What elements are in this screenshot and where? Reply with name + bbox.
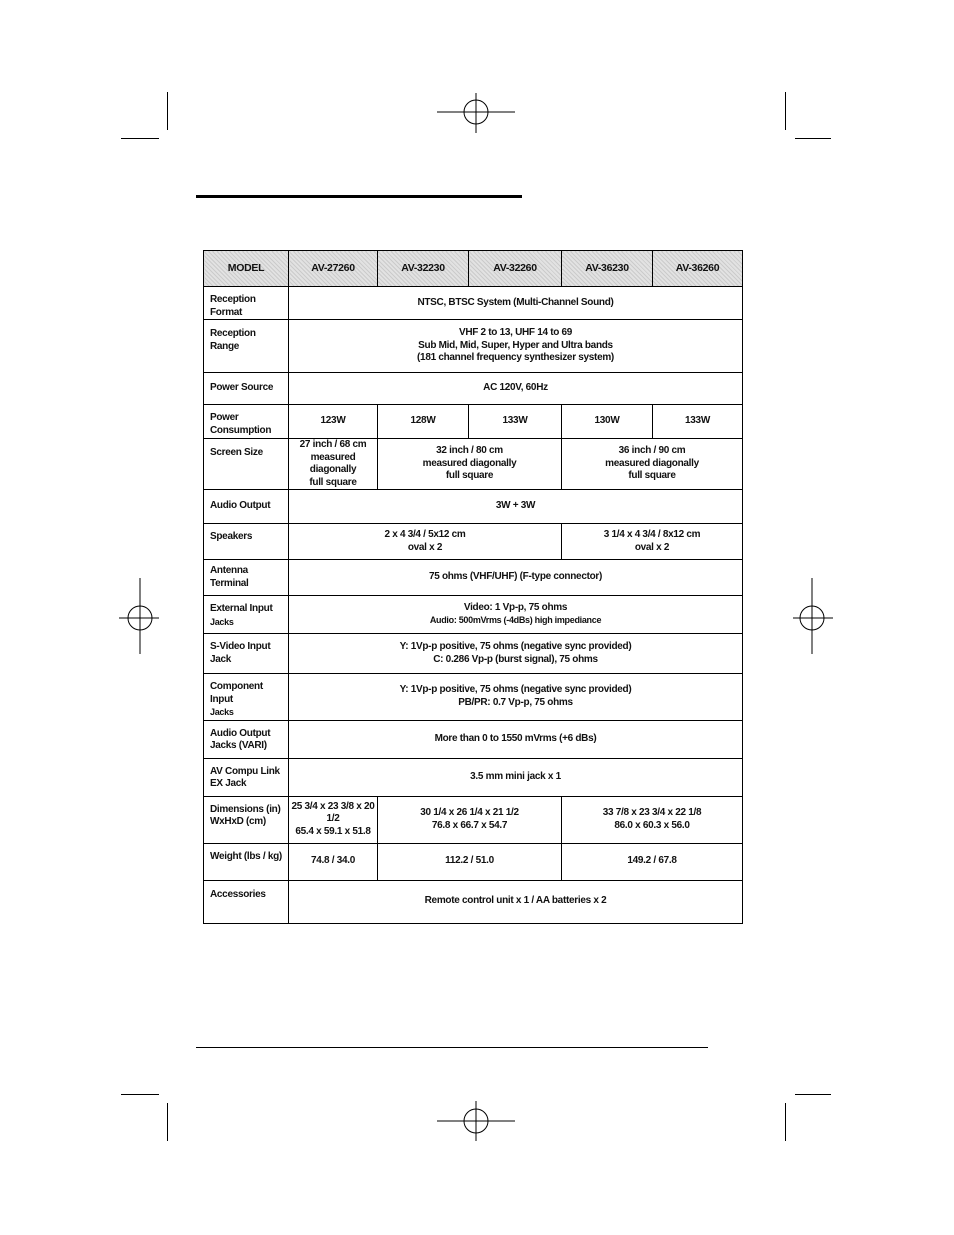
row-label: AV Compu Link EX Jack xyxy=(204,758,289,796)
spec-value: 75 ohms (VHF/UHF) (F-type connector) xyxy=(289,560,743,596)
table-row xyxy=(204,524,743,560)
spec-value: 33 7/8 x 23 3/4 x 22 1/8 86.0 x 60.3 x 56.0 xyxy=(562,796,743,843)
crop-mark xyxy=(121,1094,159,1095)
spec-value: Y: 1Vp-p positive, 75 ohms (negative sync provided) PB/PR: 0.7 Vp-p, 75 ohms xyxy=(289,674,743,721)
row-label: Screen Size xyxy=(204,439,289,490)
row-label-sub: Jacks xyxy=(210,616,234,627)
spec-value: 3 1/4 x 4 3/4 / 8x12 cm oval x 2 xyxy=(562,524,743,560)
header-cell: AV-32230 xyxy=(378,251,469,287)
header-cell: AV-32260 xyxy=(469,251,562,287)
spec-value: 2 x 4 3/4 / 5x12 cm oval x 2 xyxy=(289,524,562,560)
crop-mark xyxy=(795,1094,831,1095)
row-label: Power Consumption xyxy=(204,405,289,439)
table-row xyxy=(204,320,743,373)
registration-mark-icon xyxy=(793,578,833,654)
registration-mark-icon xyxy=(437,93,515,133)
spec-value: 112.2 / 51.0 xyxy=(378,843,562,880)
header-cell: AV-36230 xyxy=(562,251,653,287)
spec-value: Y: 1Vp-p positive, 75 ohms (negative sync provided) C: 0.286 Vp-p (burst signal), 75 ohms xyxy=(289,634,743,674)
table-row xyxy=(204,843,743,880)
spec-value: NTSC, BTSC System (Multi-Channel Sound) xyxy=(289,287,743,320)
footer-rule xyxy=(196,1047,708,1048)
table-row xyxy=(204,796,743,843)
spec-value: AC 120V, 60Hz xyxy=(289,373,743,405)
header-cell: AV-27260 xyxy=(289,251,378,287)
row-label: Speakers xyxy=(204,524,289,560)
table-row xyxy=(204,287,743,320)
row-label: Accessories xyxy=(204,880,289,923)
row-label: Component Input Jacks xyxy=(204,674,289,721)
spec-value: 133W xyxy=(469,405,562,439)
row-label: Audio Output xyxy=(204,490,289,524)
spec-value: 3.5 mm mini jack x 1 xyxy=(289,758,743,796)
spec-value: 133W xyxy=(653,405,743,439)
spec-value: 32 inch / 80 cm measured diagonally full square xyxy=(378,439,562,490)
table-row xyxy=(204,674,743,721)
table-row xyxy=(204,596,743,634)
crop-mark xyxy=(167,1103,168,1141)
table-header-row xyxy=(204,251,743,287)
table-row xyxy=(204,439,743,490)
spec-value: VHF 2 to 13, UHF 14 to 69 Sub Mid, Mid, Super, Hyper and Ultra bands (181 channel frequency synthesizer system) xyxy=(289,320,743,373)
crop-mark xyxy=(167,92,168,130)
row-label: Audio Output Jacks (VARI) xyxy=(204,720,289,758)
spec-value: Video: 1 Vp-p, 75 ohms Audio: 500mVrms (-4dBs) high impediance xyxy=(289,596,743,634)
row-label: Reception Format xyxy=(204,287,289,320)
crop-mark xyxy=(795,138,831,139)
spec-value: 149.2 / 67.8 xyxy=(562,843,743,880)
spec-value: 128W xyxy=(378,405,469,439)
row-label: Power Source xyxy=(204,373,289,405)
spec-value: 130W xyxy=(562,405,653,439)
spec-value: More than 0 to 1550 mVrms (+6 dBs) xyxy=(289,720,743,758)
spec-value: 74.8 / 34.0 xyxy=(289,843,378,880)
specifications-table xyxy=(203,250,743,924)
spec-value: 25 3/4 x 23 3/8 x 20 1/2 65.4 x 59.1 x 51.8 xyxy=(289,796,378,843)
spec-value: 123W xyxy=(289,405,378,439)
table-row xyxy=(204,758,743,796)
row-label: S-Video Input Jack xyxy=(204,634,289,674)
crop-mark xyxy=(785,1103,786,1141)
spec-value: 36 inch / 90 cm measured diagonally full square xyxy=(562,439,743,490)
spec-value: Remote control unit x 1 / AA batteries x 2 xyxy=(289,880,743,923)
spec-value: 27 inch / 68 cm measured diagonally full square xyxy=(289,439,378,490)
table-row xyxy=(204,634,743,674)
table-row xyxy=(204,720,743,758)
spec-value: 30 1/4 x 26 1/4 x 21 1/2 76.8 x 66.7 x 54.7 xyxy=(378,796,562,843)
header-rule xyxy=(196,195,522,198)
crop-mark xyxy=(121,138,159,139)
row-label: Reception Range xyxy=(204,320,289,373)
row-label-sub: Jacks xyxy=(210,707,234,717)
crop-mark xyxy=(785,92,786,130)
row-label: Weight (lbs / kg) xyxy=(204,843,289,880)
table-row xyxy=(204,880,743,923)
header-cell: AV-36260 xyxy=(653,251,743,287)
registration-mark-icon xyxy=(119,578,159,654)
table-row xyxy=(204,560,743,596)
table-row xyxy=(204,405,743,439)
row-label: Dimensions (in) WxHxD (cm) xyxy=(204,796,289,843)
table-row xyxy=(204,373,743,405)
table-row xyxy=(204,490,743,524)
registration-mark-icon xyxy=(437,1101,515,1141)
header-cell: MODEL xyxy=(204,251,289,287)
row-label: External Input Jacks xyxy=(204,596,289,634)
spec-value: 3W + 3W xyxy=(289,490,743,524)
row-label: Antenna Terminal xyxy=(204,560,289,596)
spec-value-sub: Audio: 500mVrms (-4dBs) high impediance xyxy=(429,615,602,625)
